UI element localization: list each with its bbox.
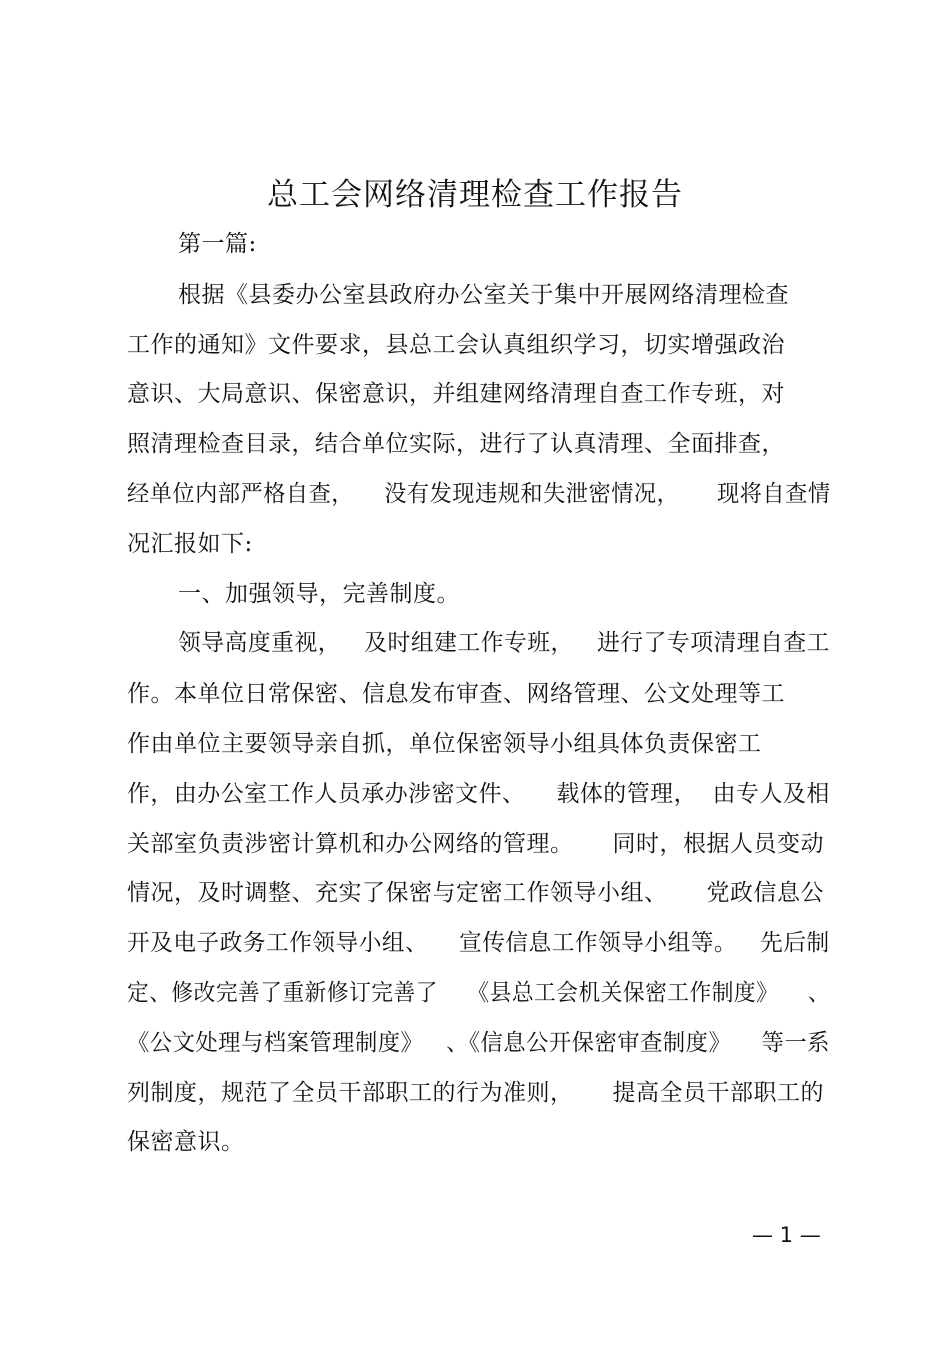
body-line: 作，由办公室工作人员承办涉密文件、 载体的管理， 由专人及相: [127, 781, 830, 807]
body-line: 《公文处理与档案管理制度》 、《信息公开保密审查制度》 等一系: [127, 1030, 830, 1056]
body-line: 经单位内部严格自查， 没有发现违规和失泄密情况， 现将自查情: [127, 481, 831, 507]
document-title: 总工会网络清理检查工作报告: [267, 177, 683, 213]
body-line: 第一篇:: [178, 231, 257, 257]
body-line: 开及电子政务工作领导小组、 宣传信息工作领导小组等。 先后制: [127, 930, 830, 956]
body-line: 领导高度重视， 及时组建工作专班， 进行了专项清理自查工: [178, 630, 830, 656]
body-line: 意识、大局意识、保密意识，并组建网络清理自查工作专班，对: [127, 381, 785, 407]
body-line: 照清理检查目录，结合单位实际，进行了认真清理、全面排查，: [127, 431, 785, 457]
page-number: — 1 —: [752, 1223, 821, 1247]
body-line: 根据《县委办公室县政府办公室关于集中开展网络清理检查: [178, 282, 789, 308]
body-line: 列制度，规范了全员干部职工的行为准则， 提高全员干部职工的: [127, 1080, 825, 1106]
body-line: 况汇报如下:: [127, 531, 253, 557]
body-line: 工作的通知》文件要求，县总工会认真组织学习，切实增强政治: [127, 332, 785, 358]
body-line: 情况，及时调整、充实了保密与定密工作领导小组、 党政信息公: [127, 880, 825, 906]
section-heading: 一、加强领导，完善制度。: [178, 581, 460, 607]
body-line: 作。本单位日常保密、信息发布审查、网络管理、公文处理等工: [127, 681, 785, 707]
body-line: 关部室负责涉密计算机和办公网络的管理。 同时，根据人员变动: [127, 831, 825, 857]
body-line: 保密意识。: [127, 1129, 245, 1155]
body-line: 作由单位主要领导亲自抓，单位保密领导小组具体负责保密工: [127, 731, 762, 757]
body-line: 定、修改完善了重新修订完善了 《县总工会机关保密工作制度》 、: [127, 980, 831, 1006]
